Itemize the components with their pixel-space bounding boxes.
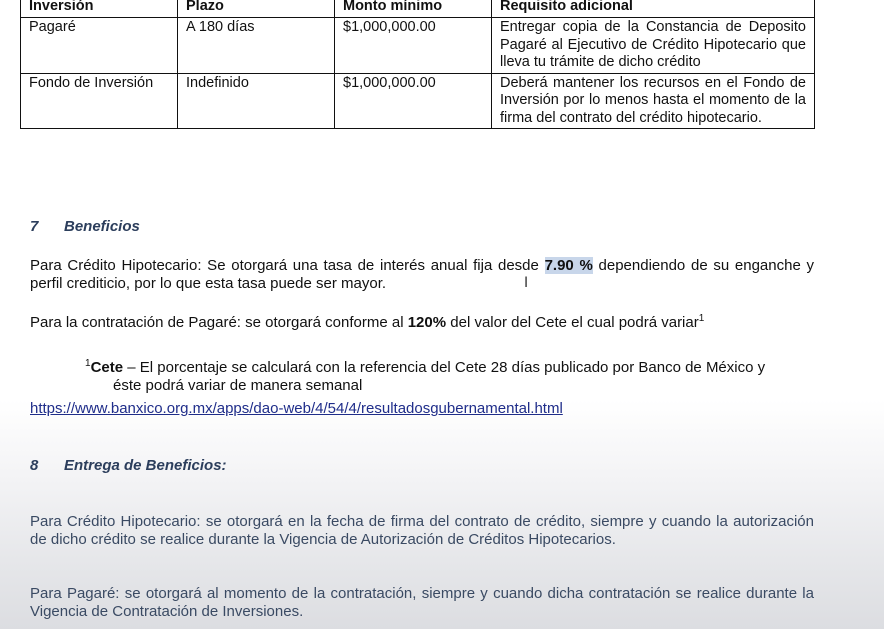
footnote-mark: 1	[85, 358, 91, 369]
text: Para la contratación de Pagaré: se otorgará conforme al	[30, 314, 408, 331]
investment-table	[20, 0, 815, 129]
section-7-heading	[30, 218, 140, 235]
text: – El porcentaje se calculará con la referencia del Cete 28 días publicado por Banco de México y	[123, 359, 766, 376]
text: Para Crédito Hipotecario: Se otorgará una tasa de interés anual fija desde	[30, 257, 545, 274]
section-8-number: 8	[30, 457, 39, 474]
header-inversion: Inversión	[21, 0, 178, 18]
section-8-paragraph-credito: Para Crédito Hipotecario: se otorgará en la fecha de firma del contrato de crédito, siempre y cuando la autorización de dicho crédito se realice durante la Vigencia de Autorización de Créditos Hipotecarios.	[30, 513, 814, 548]
cell-monto: $1,000,000.00	[335, 73, 492, 129]
footnote-term: Cete	[90, 359, 124, 376]
section-7-number: 7	[30, 218, 39, 235]
cete-footnote	[85, 355, 813, 395]
footnote-ref: 1	[698, 313, 705, 324]
cell-requisito: Deberá mantener los recursos en el Fondo de Inversión por lo menos hasta el momento de la firma del contrato del crédito hipotecario.	[492, 73, 815, 129]
table-header-row	[21, 0, 815, 18]
table-row	[21, 73, 815, 129]
section-7-paragraph-credito	[30, 257, 814, 293]
header-monto: Monto mínimo	[335, 0, 492, 18]
section-8-heading	[30, 457, 227, 474]
cell-plazo: A 180 días	[178, 18, 335, 74]
section-8-paragraph-pagare: Para Pagaré: se otorgará al momento de la contratación, siempre y cuando dicha contratación se realice durante la Vigencia de Contratación de Inversiones.	[30, 585, 814, 620]
cell-requisito: Entregar copia de la Constancia de Deposito Pagaré al Ejecutivo de Crédito Hipotecario que lleva tu trámite de dicho crédito	[492, 18, 815, 74]
cell-monto: $1,000,000.00	[335, 18, 492, 74]
header-plazo: Plazo	[178, 0, 335, 18]
header-requisito: Requisito adicional	[492, 0, 815, 18]
text: dependiendo de su enganche y perfil crediticio, por lo que esta tasa puede ser mayor.	[30, 257, 815, 292]
banxico-link[interactable]: https://www.banxico.org.mx/apps/dao-web/4/54/4/resultadosgubernamental.html	[30, 400, 563, 417]
table-row	[21, 18, 815, 74]
section-7-paragraph-pagare	[30, 310, 814, 332]
text-cursor-icon: I	[524, 275, 529, 291]
cell-inversion: Fondo de Inversión	[21, 73, 178, 129]
text: del valor del Cete el cual podrá variar	[446, 314, 699, 331]
percent-bold: 120%	[407, 314, 447, 331]
section-8-title: Entrega de Beneficios:	[64, 457, 227, 474]
text: éste podrá variar de manera semanal	[113, 377, 363, 394]
rate-highlight: 7.90 %	[544, 257, 593, 274]
cell-inversion: Pagaré	[21, 18, 178, 74]
section-7-title: Beneficios	[64, 218, 140, 235]
cell-plazo: Indefinido	[178, 73, 335, 129]
